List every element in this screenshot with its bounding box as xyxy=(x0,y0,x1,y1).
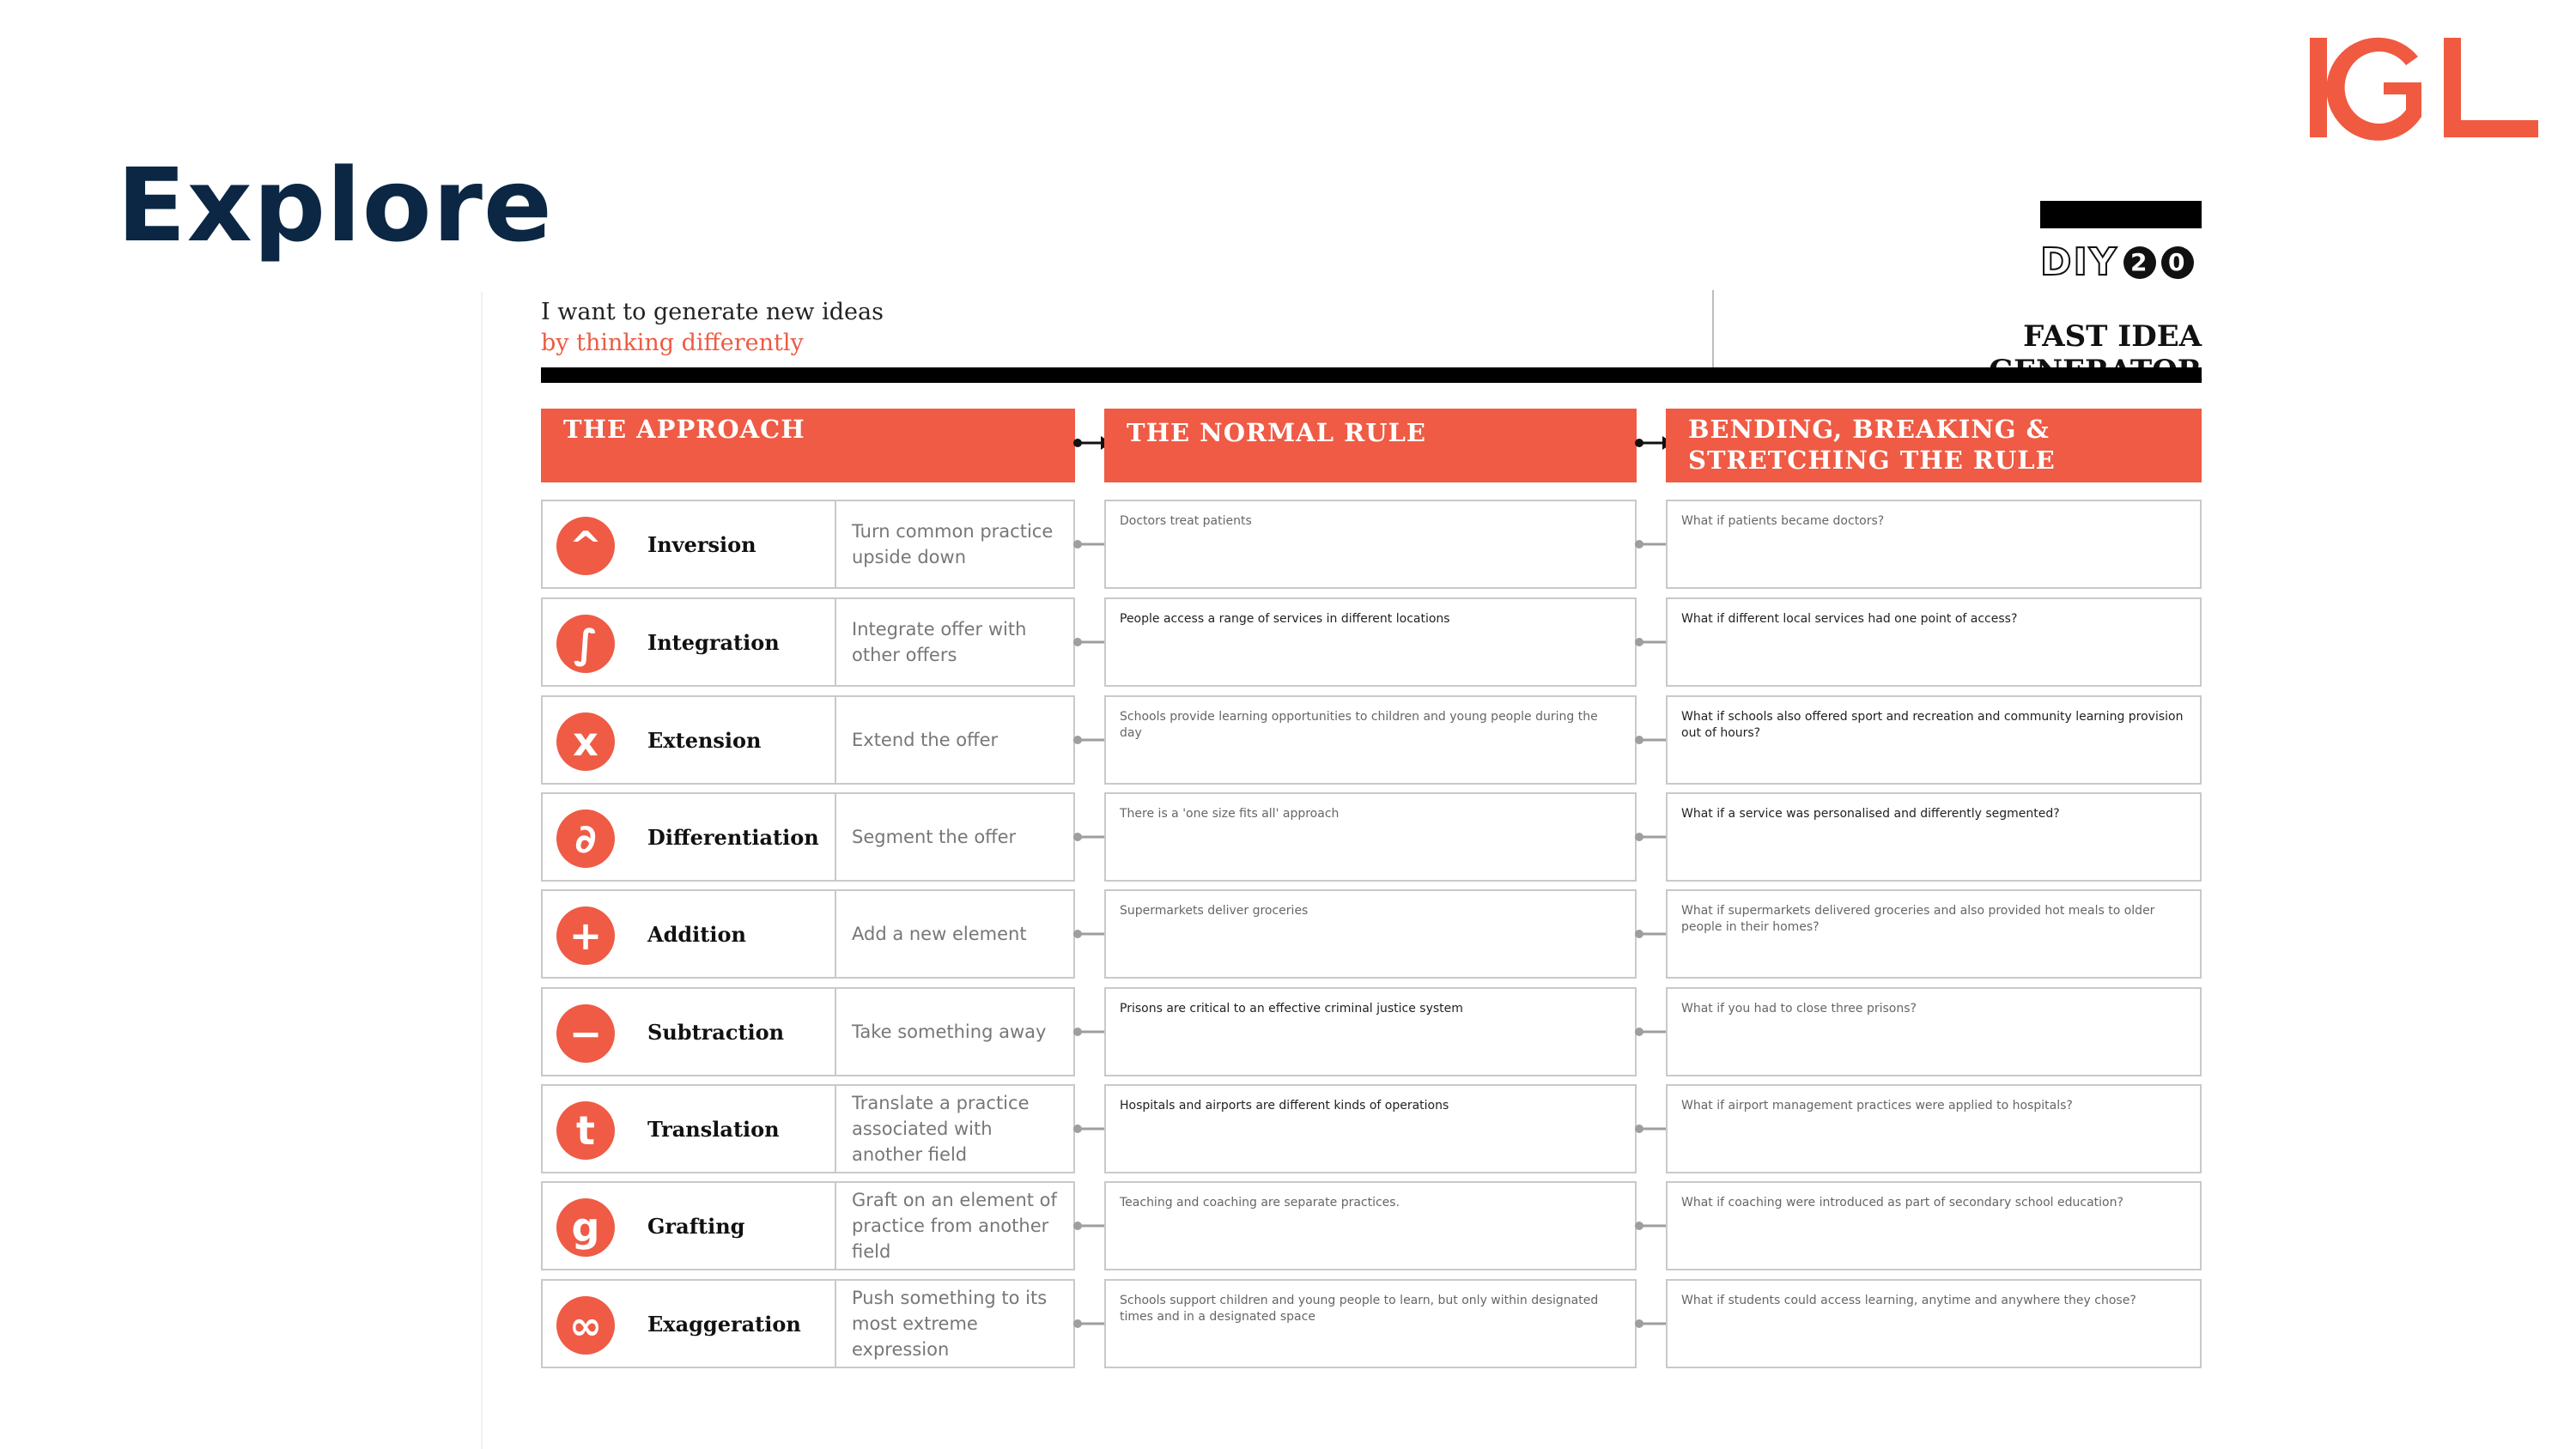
bending-rule-cell xyxy=(1666,792,2202,882)
bending-rule-text: What if coaching were introduced as part of secondary school education? xyxy=(1681,1196,2123,1210)
approach-description-cell xyxy=(835,1181,1075,1270)
normal-rule-text: Prisons are critical to an effective criminal justice system xyxy=(1120,1002,1463,1016)
diy-wordmark: DIY xyxy=(2040,240,2118,284)
approach-description: Add a new element xyxy=(852,924,1027,944)
approach-cell xyxy=(541,1181,836,1270)
normal-rule-cell xyxy=(1104,500,1637,589)
header-rule xyxy=(541,367,2202,383)
approach-cell xyxy=(541,597,836,687)
bending-rule-text: What if students could access learning, anytime and anywhere they chose? xyxy=(1681,1294,2136,1307)
bending-rule-cell xyxy=(1666,1084,2202,1173)
bending-rule-text: What if airport management practices were applied to hospitals? xyxy=(1681,1099,2073,1113)
normal-rule-cell xyxy=(1104,597,1637,687)
diy-logo xyxy=(2040,201,2202,284)
diy-number: 0 xyxy=(2161,246,2194,279)
approach-description-cell xyxy=(835,792,1075,882)
approach-name: Grafting xyxy=(647,1213,745,1239)
divider xyxy=(1712,290,1714,367)
bending-rule-text: What if patients became doctors? xyxy=(1681,514,1885,528)
addition-icon: + xyxy=(556,906,615,965)
approach-cell xyxy=(541,500,836,589)
normal-rule-cell xyxy=(1104,889,1637,979)
normal-rule-cell xyxy=(1104,1084,1637,1173)
normal-rule-cell xyxy=(1104,695,1637,785)
normal-rule-text: People access a range of services in different locations xyxy=(1120,612,1450,626)
normal-rule-text: Schools provide learning opportunities to children and young people during the day xyxy=(1120,710,1598,740)
extension-icon: x xyxy=(556,712,615,771)
bending-rule-cell xyxy=(1666,1279,2202,1368)
page-title: Explore xyxy=(117,146,553,264)
approach-description-cell xyxy=(835,597,1075,687)
diy-number: 2 xyxy=(2123,246,2156,279)
exaggeration-icon: ∞ xyxy=(556,1296,615,1355)
normal-rule-cell xyxy=(1104,792,1637,882)
normal-rule-cell xyxy=(1104,987,1637,1076)
header-bending: BENDING, BREAKING & STRETCHING THE RULE xyxy=(1666,409,2202,482)
bending-rule-cell xyxy=(1666,695,2202,785)
bending-rule-text: What if different local services had one point of access? xyxy=(1681,612,2018,626)
approach-cell xyxy=(541,1279,836,1368)
approach-description-cell xyxy=(835,500,1075,589)
approach-description: Segment the offer xyxy=(852,827,1017,847)
approach-name: Exaggeration xyxy=(647,1311,801,1337)
intro-line: I want to generate new ideas xyxy=(541,299,884,325)
header-normal-rule: THE NORMAL RULE xyxy=(1104,409,1637,482)
approach-name: Subtraction xyxy=(647,1019,785,1045)
approach-description-cell xyxy=(835,889,1075,979)
diy-bar xyxy=(2040,201,2202,228)
bending-rule-cell xyxy=(1666,889,2202,979)
normal-rule-text: Doctors treat patients xyxy=(1120,514,1252,528)
approach-description: Turn common practice upside down xyxy=(852,521,1054,567)
igl-logo xyxy=(2310,34,2542,141)
bending-rule-text: What if schools also offered sport and recreation and community learning provision out of hours? xyxy=(1681,710,2184,740)
bending-rule-text: What if supermarkets delivered groceries and also provided hot meals to older people in their homes? xyxy=(1681,904,2155,934)
approach-description: Integrate offer with other offers xyxy=(852,619,1027,665)
bending-rule-cell xyxy=(1666,987,2202,1076)
approach-name: Integration xyxy=(647,629,780,655)
approach-name: Extension xyxy=(647,727,762,753)
approach-description: Graft on an element of practice from another field xyxy=(852,1190,1057,1262)
approach-cell xyxy=(541,1084,836,1173)
intro xyxy=(541,297,884,359)
approach-description: Take something away xyxy=(852,1022,1047,1042)
approach-cell xyxy=(541,889,836,979)
bending-rule-cell xyxy=(1666,1181,2202,1270)
approach-name: Differentiation xyxy=(647,824,819,850)
figure-title: FAST IDEA xyxy=(2023,319,2202,354)
approach-description-cell xyxy=(835,1279,1075,1368)
approach-name: Translation xyxy=(647,1116,780,1142)
integration-icon: ∫ xyxy=(556,615,615,673)
normal-rule-cell xyxy=(1104,1181,1637,1270)
differentiation-icon: ∂ xyxy=(556,809,615,868)
normal-rule-text: There is a 'one size fits all' approach xyxy=(1120,807,1340,821)
normal-rule-cell xyxy=(1104,1279,1637,1368)
sheet-edge xyxy=(481,292,483,1449)
intro-line-accent: by thinking differently xyxy=(541,330,804,356)
approach-description-cell xyxy=(835,695,1075,785)
approach-description-cell xyxy=(835,987,1075,1076)
normal-rule-text: Hospitals and airports are different kinds of operations xyxy=(1120,1099,1449,1113)
approach-name: Inversion xyxy=(647,531,756,557)
approach-cell xyxy=(541,987,836,1076)
bending-rule-cell xyxy=(1666,500,2202,589)
approach-description-cell xyxy=(835,1084,1075,1173)
inversion-icon: ^ xyxy=(556,517,615,575)
approach-name: Addition xyxy=(647,921,746,947)
bending-rule-text: What if a service was personalised and differently segmented? xyxy=(1681,807,2060,821)
approach-description: Translate a practice associated with another field xyxy=(852,1093,1030,1165)
approach-description: Push something to its most extreme expression xyxy=(852,1288,1048,1360)
bending-rule-cell xyxy=(1666,597,2202,687)
approach-cell xyxy=(541,792,836,882)
normal-rule-text: Supermarkets deliver groceries xyxy=(1120,904,1309,918)
grafting-icon: g xyxy=(556,1198,615,1257)
bending-rule-text: What if you had to close three prisons? xyxy=(1681,1002,1917,1016)
approach-description: Extend the offer xyxy=(852,730,999,750)
translation-icon: t xyxy=(556,1101,615,1160)
subtraction-icon: − xyxy=(556,1004,615,1063)
approach-cell xyxy=(541,695,836,785)
normal-rule-text: Teaching and coaching are separate practices. xyxy=(1120,1196,1400,1210)
header-approach: THE APPROACH xyxy=(541,409,1075,482)
normal-rule-text: Schools support children and young people to learn, but only within designated times and in a designated space xyxy=(1120,1294,1599,1324)
